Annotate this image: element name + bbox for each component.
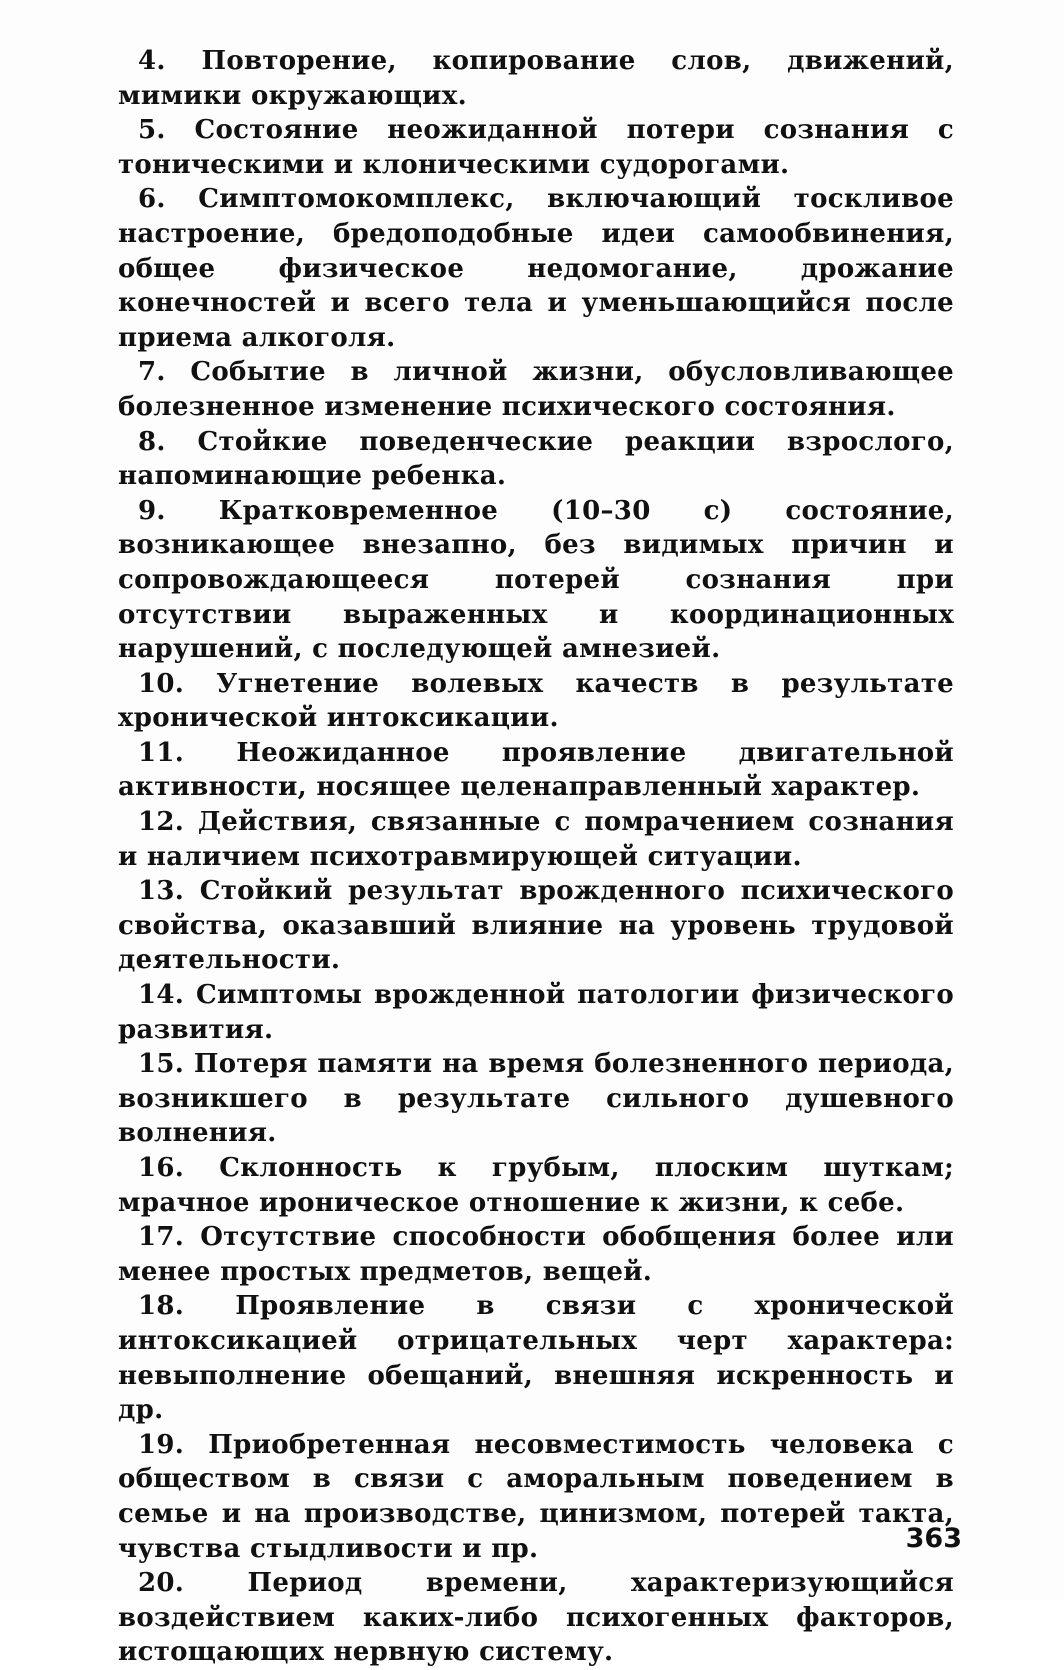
list-item: 6. Симптомокомплекс, включающий тоскливое настроение, бредоподобные идеи самообвинения, общее физическое недомогание, дрожание конечностей и всего тела и уменьшающийся после приема алкоголя. — [118, 184, 954, 353]
list-item: 19. Приобретенная несовместимость человека с обществом в связи с аморальным поведением в семье и на производстве, цинизмом, потерей такта, чувства стыдливости и пр. — [118, 1429, 954, 1564]
page-number: 363 — [905, 1523, 962, 1554]
list-item: 5. Состояние неожиданной потери сознания с тоническими и клоническими судорогами. — [118, 115, 954, 180]
list-item: 4. Повторение, копирование слов, движений, мимики окружающих. — [118, 46, 954, 111]
list-item: 11. Неожиданное проявление двигательной активности, носящее целенаправленный характер. — [118, 737, 954, 803]
list-item: 12. Действия, связанные с помрачением сознания и наличием психотравмирующей ситуации. — [118, 807, 954, 872]
list-item: 18. Проявление в связи с хронической интоксикацией отрицательных черт характера: невыполнение обещаний, внешняя искренность и др. — [118, 1291, 954, 1426]
list-item: 14. Симптомы врожденной патологии физического развития. — [118, 980, 954, 1045]
list-item: 8. Стойкие поведенческие реакции взрослого, напоминающие ребенка. — [118, 426, 954, 492]
list-item: 20. Период времени, характеризующийся воздействием каких-либо психогенных факторов, истощающих нервную систему. — [118, 1568, 954, 1668]
list-item: 9. Кратковременное (10–30 с) состояние, возникающее внезапно, без видимых причин и сопровождающееся потерей сознания при отсутствии выраженных и координационных нарушений, с последующей амнезией. — [118, 495, 954, 665]
list-item: 7. Событие в личной жизни, обусловливающее болезненное изменение психического состояния. — [118, 357, 954, 422]
list-item: 13. Стойкий результат врожденного психического свойства, оказавший влияние на уровень трудовой деятельности. — [118, 876, 954, 976]
numbered-list — [118, 44, 954, 1670]
list-item: 17. Отсутствие способности обобщения более или менее простых предметов, вещей. — [118, 1222, 954, 1287]
list-item: 16. Склонность к грубым, плоским шуткам; мрачное ироническое отношение к жизни, к себе. — [118, 1153, 954, 1218]
list-item: 10. Угнетение волевых качеств в результате хронической интоксикации. — [118, 668, 954, 734]
list-item: 15. Потеря памяти на время болезненного периода, возникшего в результате сильного душевного волнения. — [118, 1049, 954, 1149]
